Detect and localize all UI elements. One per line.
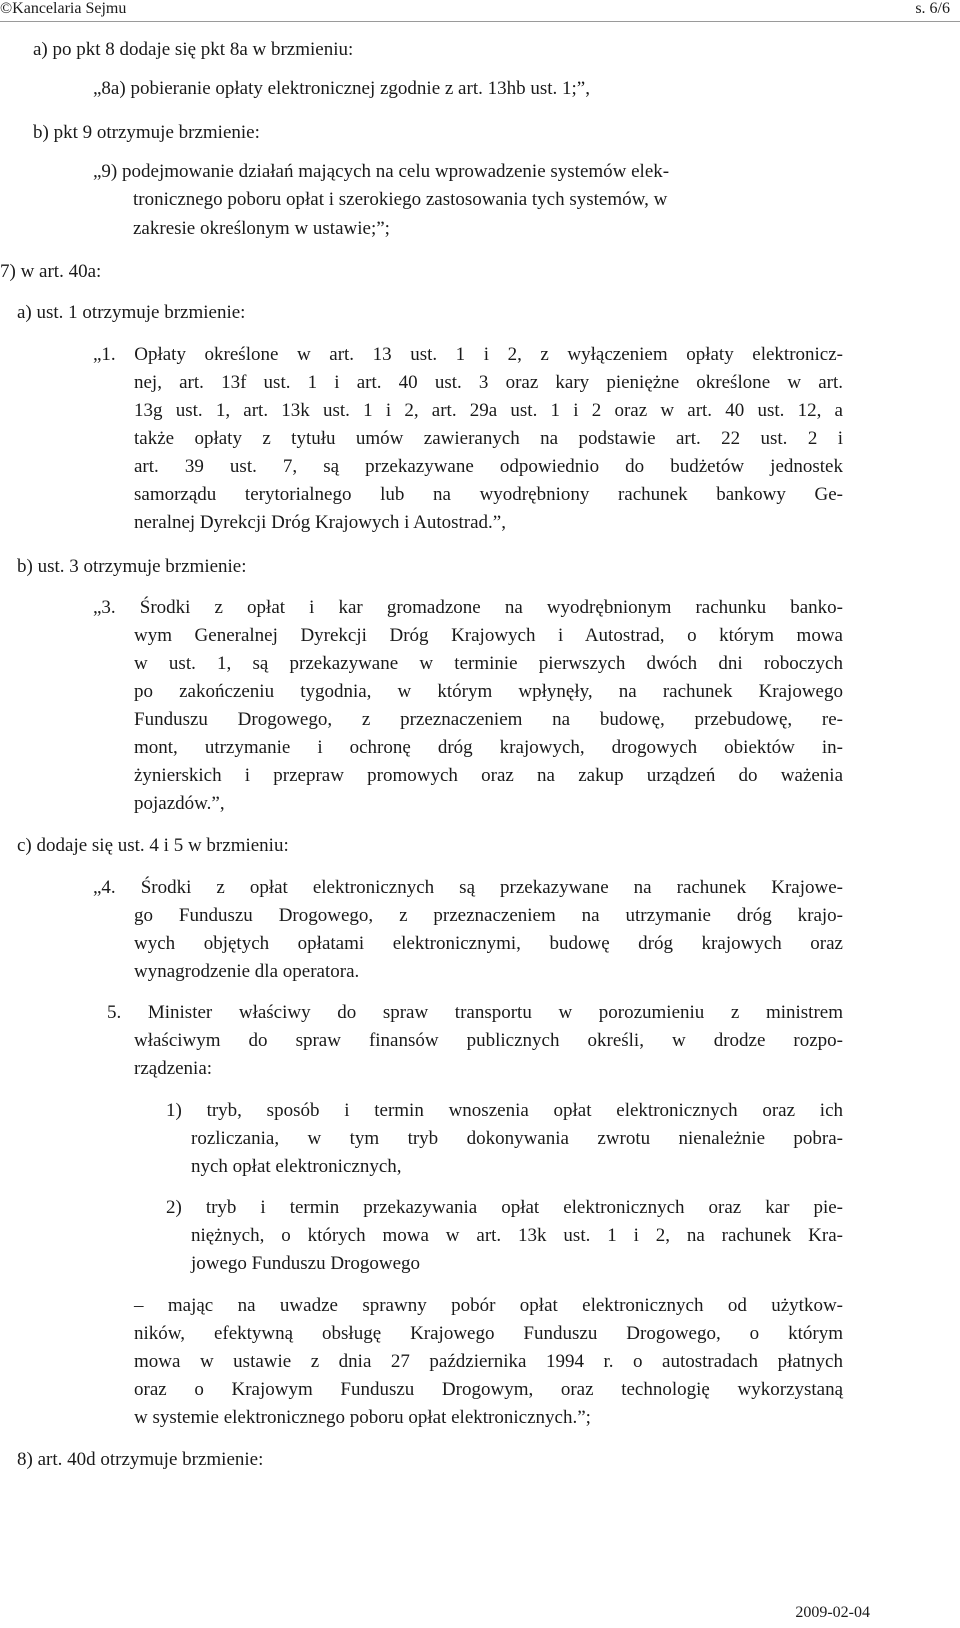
text-line: w systemie elektronicznego poboru opłat elektronicznych.”; (134, 1407, 591, 1428)
text-line: nej, art. 13f ust. 1 i art. 40 ust. 3 oraz kary pieniężne określone w art. (134, 372, 843, 393)
text-line: rządzenia: (134, 1058, 213, 1079)
text-line: nych opłat elektronicznych, (191, 1156, 402, 1177)
text-line: 7) w art. 40a: (0, 261, 102, 282)
text-line: a) po pkt 8 dodaje się pkt 8a w brzmieniu: (33, 39, 354, 60)
text-line: c) dodaje się ust. 4 i 5 w brzmieniu: (17, 835, 289, 856)
text-line: b) ust. 3 otrzymuje brzmienie: (17, 556, 247, 577)
text-line: – mając na uwadze sprawny pobór opłat elektronicznych od użytkow- (134, 1295, 843, 1316)
footer-date: 2009-02-04 (795, 1604, 870, 1621)
page-header (0, 0, 960, 22)
text-line: także opłaty z tytułu umów zawieranych na podstawie art. 22 ust. 2 i (134, 428, 843, 449)
text-line: mont, utrzymanie i ochronę dróg krajowych, drogowych obiektów in- (134, 737, 843, 758)
text-line: w ust. 1, są przekazywane w terminie pierwszych dwóch dni roboczych (134, 653, 843, 674)
text-line: tronicznego poboru opłat i szerokiego zastosowania tych systemów, w (133, 189, 668, 210)
text-line: żynierskich i przepraw promowych oraz na zakup urządzeń do ważenia (134, 765, 843, 786)
header-source: ©Kancelaria Sejmu (0, 0, 127, 17)
text-line: „9) podejmowanie działań mających na celu wprowadzenie systemów elek- (93, 161, 670, 182)
text-line: „3. Środki z opłat i kar gromadzone na wyodrębnionym rachunku banko- (93, 597, 843, 618)
text-line: wych objętych opłatami elektronicznymi, budowę dróg krajowych oraz (134, 933, 843, 954)
header-rule (0, 21, 960, 22)
text-line: neralnej Dyrekcji Dróg Krajowych i Autostrad.”, (134, 512, 506, 533)
text-line: 8) art. 40d otrzymuje brzmienie: (17, 1449, 264, 1470)
text-line: „1. Opłaty określone w art. 13 ust. 1 i 2, z wyłączeniem opłaty elektronicz- (93, 344, 843, 365)
text-line: Funduszu Drogowego, z przeznaczeniem na budowę, przebudowę, re- (134, 709, 843, 730)
text-line: art. 39 ust. 7, są przekazywane odpowiednio do budżetów jednostek (134, 456, 843, 477)
text-line: rozliczania, w tym tryb dokonywania zwrotu nienależnie pobra- (191, 1128, 843, 1149)
text-line: ników, efektywną obsługę Krajowego Funduszu Drogowego, o którym (134, 1323, 843, 1344)
text-line: oraz o Krajowym Funduszu Drogowym, oraz technologię wykorzystaną (134, 1379, 843, 1400)
text-line: „8a) pobieranie opłaty elektronicznej zgodnie z art. 13hb ust. 1;”, (93, 78, 590, 99)
text-line: zakresie określonym w ustawie;”; (133, 218, 390, 239)
text-line: 1) tryb, sposób i termin wnoszenia opłat elektronicznych oraz ich (166, 1100, 843, 1121)
text-line: a) ust. 1 otrzymuje brzmienie: (17, 302, 246, 323)
text-line: jowego Funduszu Drogowego (191, 1253, 421, 1274)
text-line: wynagrodzenie dla operatora. (134, 961, 360, 982)
text-line: 5. Minister właściwy do spraw transportu w porozumieniu z ministrem (107, 1002, 843, 1023)
header-page-number: s. 6/6 (915, 0, 950, 17)
text-line: go Funduszu Drogowego, z przeznaczeniem na utrzymanie dróg krajo- (134, 905, 843, 926)
text-line: niężnych, o których mowa w art. 13k ust. 1 i 2, na rachunek Kra- (191, 1225, 843, 1246)
text-line: samorządu terytorialnego lub na wyodrębniony rachunek bankowy Ge- (134, 484, 843, 505)
text-line: 2) tryb i termin przekazywania opłat elektronicznych oraz kar pie- (166, 1197, 843, 1218)
text-line: b) pkt 9 otrzymuje brzmienie: (33, 122, 260, 143)
text-line: mowa w ustawie z dnia 27 października 1994 r. o autostradach płatnych (134, 1351, 843, 1372)
text-line: po zakończeniu tygodnia, w którym wpłynęły, na rachunek Krajowego (134, 681, 843, 702)
text-line: 13g ust. 1, art. 13k ust. 1 i 2, art. 29a ust. 1 i 2 oraz w art. 40 ust. 12, a (134, 400, 843, 421)
text-line: pojazdów.”, (134, 793, 225, 814)
text-line: właściwym do spraw finansów publicznych określi, w drodze rozpo- (134, 1030, 843, 1051)
text-line: „4. Środki z opłat elektronicznych są przekazywane na rachunek Krajowe- (93, 877, 843, 898)
text-line: wym Generalnej Dyrekcji Dróg Krajowych i Autostrad, o którym mowa (134, 625, 843, 646)
